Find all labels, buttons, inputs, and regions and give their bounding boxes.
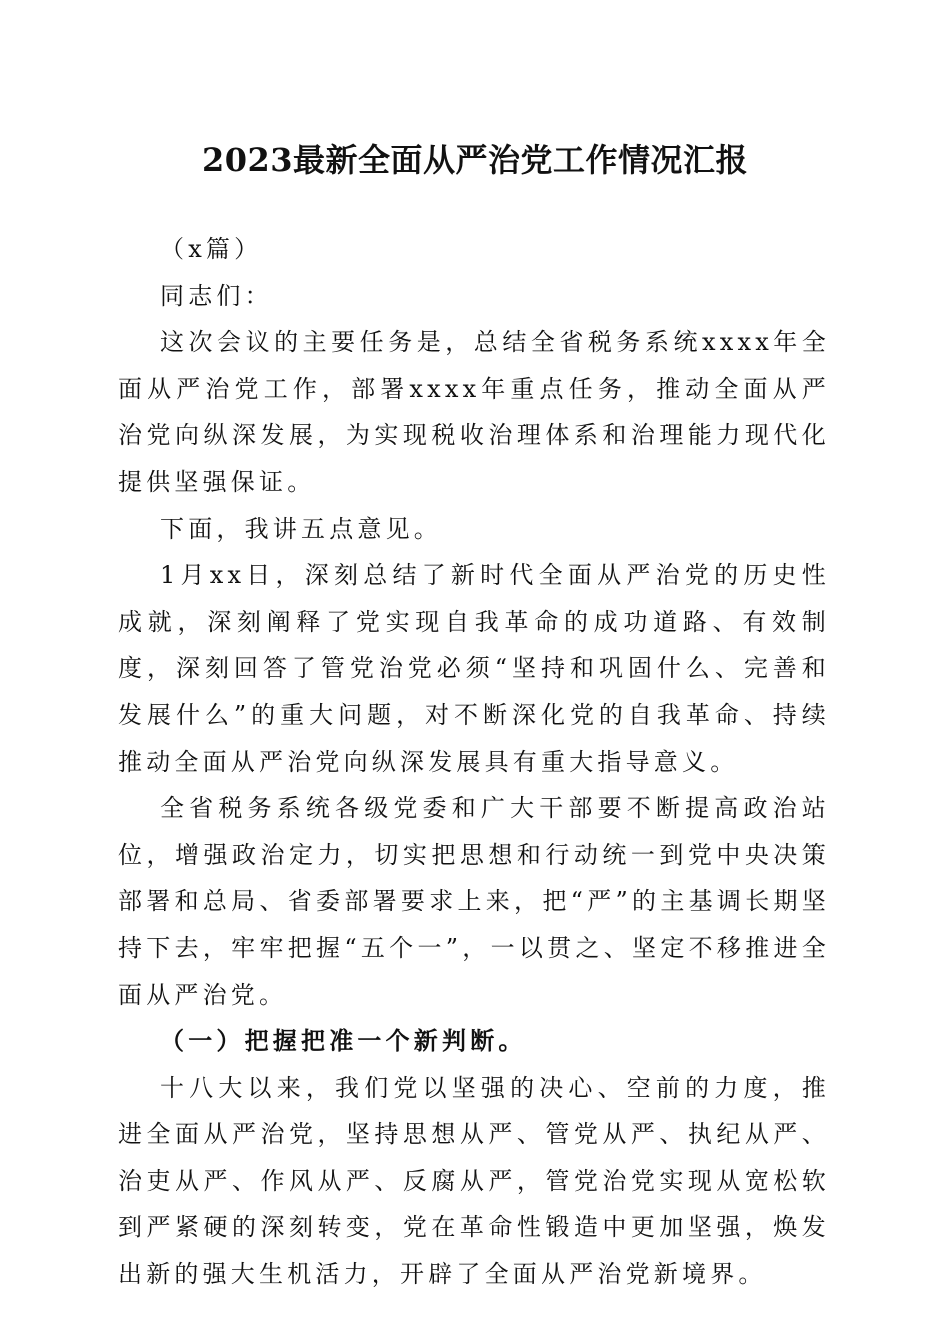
paragraph-note: （x篇） — [160, 235, 263, 263]
paragraph-intro: 下面，我讲五点意见。 — [160, 514, 442, 543]
paragraph-requirements: 全省税务系统各级党委和广大干部要不断提高政治站位，增强政治定力，切实把思想和行动统一到党中央决策部署和总局、省委部署要求上来，把“严”的主基调长期坚持下去，牢牢把握“五个一”，一以贯之、坚定不移推进全面从严治党。 — [118, 794, 830, 1009]
paragraph-summary: 1月xx日，深刻总结了新时代全面从严治党的历史性成就，深刻阐释了党实现自我革命的成功道路、有效制度，深刻回答了管党治党必须“坚持和巩固什么、完善和发展什么”的重大问题，对不断深化党的自我革命、持续推动全面从严治党向纵深发展具有重大指导意义。 — [118, 561, 830, 776]
section-heading-1: （一）把握把准一个新判断。 — [160, 1026, 527, 1056]
document-title: 2023最新全面从严治党工作情况汇报 — [201, 141, 749, 179]
paragraph-salutation: 同志们： — [160, 281, 273, 310]
document-body — [118, 226, 830, 1298]
paragraph-section-1: 十八大以来，我们党以坚强的决心、空前的力度，推进全面从严治党，坚持思想从严、管党从严、执纪从严、治吏从严、作风从严、反腐从严，管党治党实现从宽松软到严紧硬的深刻转变，党在革命性锻造中更加坚强，焕发出新的强大生机活力，开辟了全面从严治党新境界。 — [118, 1073, 830, 1289]
paragraph-meeting-task: 这次会议的主要任务是，总结全省税务系统xxxx年全面从严治党工作，部署xxxx年重点任务，推动全面从严治党向纵深发展，为实现税收治理体系和治理能力现代化提供坚强保证。 — [118, 328, 830, 496]
